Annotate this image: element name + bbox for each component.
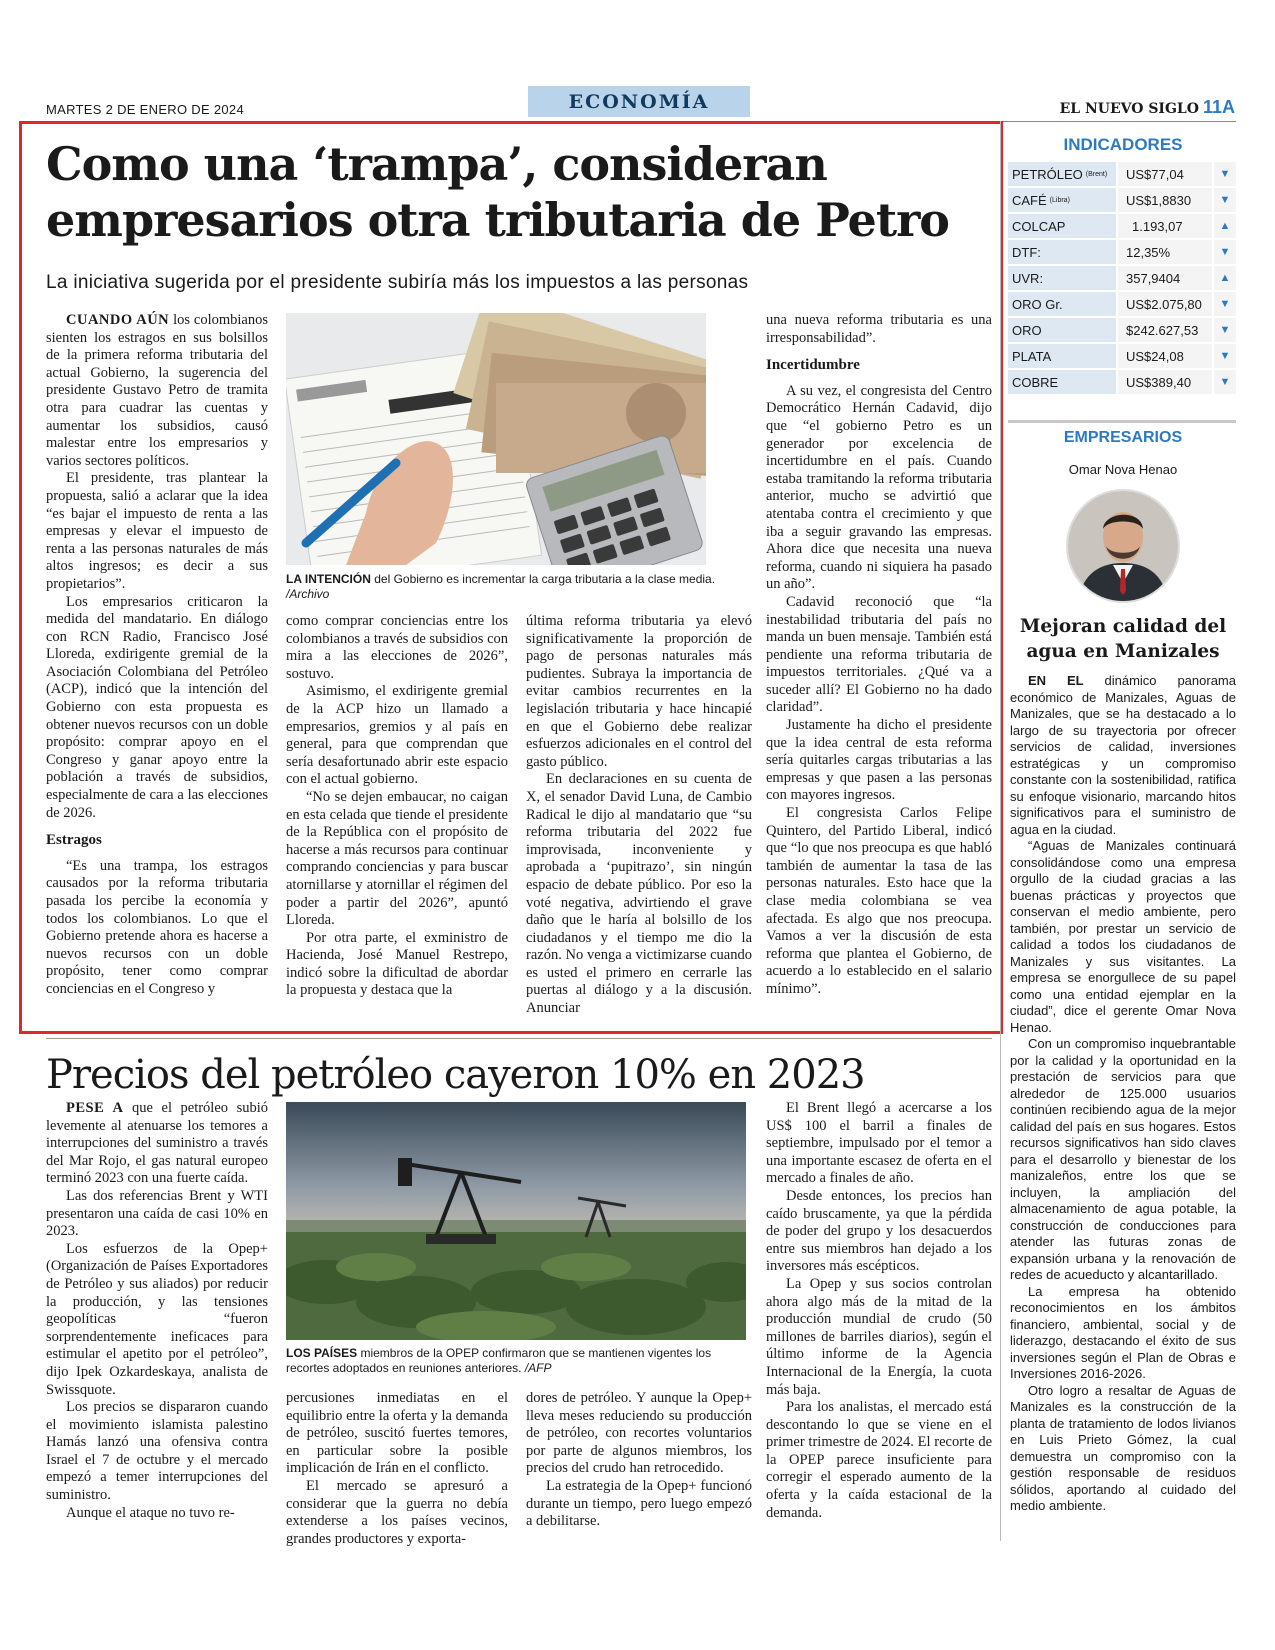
indicator-row	[1008, 240, 1236, 264]
article1-para: El presidente, tras plantear la propuesta, salió a aclarar que la idea “es bajar el impuesto de renta a las empresas y elevar el impuesto de renta a las personas naturales de más altos ingresos; es decir a sus propietarios”.	[46, 470, 268, 592]
indicator-name	[1008, 240, 1116, 264]
article1-para: En declaraciones en su cuenta de X, el senador David Luna, de Cambio Radical le dijo al mandatario que “su reforma tributaria del 2022 fue improvisada, inconveniente y aprobada a ‘pupitrazo’, sin ningún espacio de debate público. Por eso la voté negativa, advirtiendo el grave daño que le haría al bolsillo de los ciudadanos y el tiempo me dio la razón. No venga a victimizarse cuando es usted el primero en cerrarle las puertas al diálogo y a la discusión. Anunciar	[526, 771, 752, 1017]
indicator-value: $242.627,53	[1118, 318, 1212, 342]
article1-photo	[286, 313, 706, 565]
article1-column-1	[46, 312, 268, 999]
indicator-row	[1008, 214, 1236, 238]
article1-title-line2: empresarios otra tributaria de Petro	[46, 193, 949, 247]
brand-name: EL NUEVO SIGLO	[1059, 101, 1199, 117]
article1-column-3	[526, 613, 752, 1018]
triangle-down-icon: ▼	[1214, 344, 1236, 368]
empresarios-title: EMPRESARIOS	[1063, 429, 1183, 446]
caption-credit: /Archivo	[286, 587, 330, 601]
header-rule	[46, 121, 1236, 122]
empresarios-headline	[1010, 614, 1236, 664]
empresarios-para: Otro logro a resaltar de Aguas de Manizales es la construcción de la planta de tratamiento de lodos livianos en Luis Prieto Gómez, la cual demuestra un compromiso con la gestión responsable de residuos sólidos, aportando al cuidado del medio ambiente.	[1010, 1382, 1236, 1513]
article2-photo-caption	[286, 1346, 746, 1376]
article2-column-2	[286, 1390, 508, 1548]
article2-column-4	[766, 1100, 992, 1522]
empresarios-para-text: dinámico panorama económico de Manizales, Aguas de Manizales, que se ha destacado a lo largo de su trayectoria por ofrecer servicios de calidad, inversiones estratégicas y un compromiso constante con la sostenibilidad, ratifica su enfoque visionario, marcando hitos significativos para el suministro de agua en la ciudad.	[1010, 673, 1236, 837]
article1-photo-caption	[286, 572, 716, 602]
article2-column-3	[526, 1390, 752, 1531]
indicator-row	[1008, 188, 1236, 212]
article1-column-2	[286, 613, 508, 1000]
author-avatar	[1066, 489, 1180, 603]
article2-para: Los precios se dispararon cuando el movimiento islamista palestino Hamás lanzó una ofensiva contra Israel el 7 de octubre y el mercado empezó a temer interrupciones del suministro.	[46, 1399, 268, 1504]
article2-para: Los esfuerzos de la Opep+ (Organización de Países Exportadores de Petróleo y sus aliados) por reducir la producción, y las tensiones geopolíticas “fueron sorprendentemente ineficaces para estimular el apetito por el petróleo”, dijo Ipek Ozkardeskaya, analista de Swissquote.	[46, 1240, 268, 1398]
triangle-down-icon: ▼	[1214, 240, 1236, 264]
article1-para: Asimismo, el exdirigente gremial de la ACP hizo un llamado a empresarios, gremios y al país en general, para que comprendan que sería desafortunado abrir este espacio con el actual gobierno.	[286, 683, 508, 788]
indicator-name	[1008, 214, 1116, 238]
indicator-name-text: UVR:	[1012, 270, 1044, 286]
article2-column-1	[46, 1100, 268, 1522]
indicator-value: 357,9404	[1118, 266, 1212, 290]
indicator-name	[1008, 318, 1116, 342]
indicator-name	[1008, 370, 1116, 394]
article1-para: Justamente ha dicho el presidente que la idea central de esta reforma sería quitarles cargas tributarias a las empresas y que pasen a las personas con mayores ingresos.	[766, 717, 992, 804]
article2-para: El Brent llegó a acercarse a los US$ 100 el barril a finales de septiembre, impulsado por el temor a una importante escasez de oferta en el mercado a finales de año.	[766, 1100, 992, 1187]
article2-photo	[286, 1102, 746, 1340]
empresarios-lead-kicker: EN EL	[1028, 673, 1084, 688]
sidebar-divider	[1000, 121, 1001, 1541]
article1-subtitle: La iniciativa sugerida por el presidente subiría más los impuestos a las personas	[46, 272, 749, 293]
triangle-down-icon: ▼	[1214, 292, 1236, 316]
article2-para: Las dos referencias Brent y WTI presentaron una caída de casi 10% en 2023.	[46, 1187, 268, 1240]
article1-title-line1: Como una ‘trampa’, consideran	[46, 137, 827, 191]
indicator-name	[1008, 188, 1116, 212]
empresarios-body	[1010, 673, 1236, 1515]
indicators-title: INDICADORES	[1063, 135, 1183, 154]
caption-kicker: LA INTENCIÓN	[286, 572, 371, 586]
article2-para: dores de petróleo. Y aunque la Opep+ lleva meses reduciendo su producción de petróleo, con recortes voluntarios por parte de algunos miembros, los precios del crudo han retrocedido.	[526, 1390, 752, 1477]
indicator-value: US$77,04	[1118, 162, 1212, 186]
indicator-name-text: CAFÉ	[1012, 192, 1047, 208]
article1-para	[46, 312, 268, 470]
article-divider	[46, 1038, 992, 1039]
indicator-row	[1008, 344, 1236, 368]
article2-lead-kicker: PESE A	[66, 1100, 124, 1116]
indicator-name-text: PETRÓLEO	[1012, 166, 1083, 182]
article2-para: Para los analistas, el mercado está descontando lo que se viene en el primer trimestre de 2024. El recorte de la OPEP parece insuficiente para corregir el esperado aumento de la oferta y la caída estacional de la demanda.	[766, 1399, 992, 1521]
triangle-down-icon: ▼	[1214, 318, 1236, 342]
indicator-name	[1008, 162, 1116, 186]
article2-title: Precios del petróleo cayeron 10% en 2023	[46, 1052, 865, 1098]
indicator-value: US$2.075,80	[1118, 292, 1212, 316]
edition-date: MARTES 2 DE ENERO DE 2024	[46, 102, 244, 117]
indicator-note: (Brent)	[1085, 170, 1108, 178]
triangle-down-icon: ▼	[1214, 188, 1236, 212]
newspaper-brand	[1060, 97, 1235, 118]
indicator-name	[1008, 266, 1116, 290]
empresarios-headline-line1: Mejoran calidad del	[1019, 616, 1227, 637]
indicator-name-text: ORO Gr.	[1012, 296, 1063, 312]
article1-para: El congresista Carlos Felipe Quintero, del Partido Liberal, indicó que “lo que nos preocupa es que habló también de aumentar la tasa de las personas naturales. Esto hace que la clase media colombiana se vea afectada. Es algo que nos preocupa. Vamos a ver la discusión de esta reforma que plantea el Gobierno, de acuerdo a lo establecido en el salario mínimo”.	[766, 805, 992, 997]
page-number: 11A	[1202, 97, 1235, 117]
article2-para-text: que el petróleo subió levemente al atenuarse los temores a interrupciones del suministro a través del Mar Rojo, el gas natural europeo terminó 2023 con una fuerte caída.	[46, 1100, 268, 1187]
article1-para: A su vez, el congresista del Centro Democrático Hernán Cadavid, dijo que “el gobierno Petro es un generador por excelencia de incertidumbre en el país. Cuando estaba tramitando la reforma tributaria anterior, mucho se advirtió que atentaba contra el crecimiento y que iba a seguir gravando las empresas. Ahora dice que necesita una nueva reforma, cuando ni siquiera ha pasado un año”.	[766, 382, 992, 593]
indicator-value: US$24,08	[1118, 344, 1212, 368]
oil-pumpjacks-field-illustration	[286, 1102, 746, 1340]
article2-para: La Opep y sus socios controlan ahora algo más de la mitad de la producción mundial de crudo (50 millones de barriles diarios), según el último informe de la Agencia Internacional de la Energía, la cuota más baja.	[766, 1275, 992, 1398]
indicator-name-text: DTF:	[1012, 244, 1041, 260]
triangle-down-icon: ▼	[1214, 162, 1236, 186]
caption-kicker: LOS PAÍSES	[286, 1346, 358, 1360]
article1-column-4	[766, 312, 992, 999]
article1-subheading-incertidumbre: Incertidumbre	[766, 357, 860, 374]
triangle-up-icon: ▲	[1214, 214, 1236, 238]
empresarios-author: Omar Nova Henao	[1068, 462, 1178, 477]
empresarios-para: Con un compromiso inquebrantable por la calidad y la oportunidad en la prestación de servicios para que alrededor de 125.000 usuarios continúen recibiendo agua de la mejor calidad del país en sus hogares. Estos recursos significativos han sido claves para el desarrollo y bienestar de los manizaleños, entre los que se incluyen, la ampliación del almacenamiento de agua potable, la construcción de conducciones para atender las futuras zonas de expansión urbana y la renovación de redes de acueducto y alcantarillado.	[1010, 1036, 1236, 1282]
article2-para: Aunque el ataque no tuvo re-	[66, 1504, 235, 1521]
article1-para: Los empresarios criticaron la medida del mandatario. En diálogo con RCN Radio, Francisco José Lloreda, exdirigente gremial de la Asociación Colombiana del Petróleo (ACP), indicó que la intención del Gobierno con esta propuesta es obtener nuevos recursos con un doble propósito: comprar apoyo en el Congreso y ganar apoyo entre la población a través de subsidios, especialmente de cara a las elecciones de 2026.	[46, 593, 268, 821]
triangle-down-icon: ▼	[1214, 370, 1236, 394]
caption-text: miembros de la OPEP confirmaron que se mantienen vigentes los recortes adoptados en reuniones anteriores.	[286, 1346, 712, 1375]
article1-title	[46, 136, 966, 248]
portrait-illustration	[1068, 491, 1178, 601]
indicator-name-text: PLATA	[1012, 348, 1052, 364]
indicator-name-text: COBRE	[1012, 374, 1059, 390]
article1-lead-kicker: CUANDO AÚN	[66, 312, 170, 328]
empresarios-headline-line2: agua en Manizales	[1026, 641, 1220, 662]
article2-para: Desde entonces, los precios han caído bruscamente, ya que la pérdida de poder del grupo y los desacuerdos entre sus miembros han dejado a los inversores más escépticos.	[766, 1187, 992, 1275]
indicator-row	[1008, 318, 1236, 342]
triangle-up-icon: ▲	[1214, 266, 1236, 290]
caption-text: del Gobierno es incrementar la carga tributaria a la clase media.	[370, 572, 716, 586]
indicator-row	[1008, 292, 1236, 316]
indicator-value: US$1,8830	[1118, 188, 1212, 212]
article1-para: “No se dejen embaucar, no caigan en esta celada que tiende el presidente de la República con el propósito de hacerse a más recursos para continuar comprando conciencias y para buscar atornillarse y atornillar el régimen del poder a partir del 2026”, apuntó Lloreda.	[286, 788, 508, 929]
article1-para: Por otra parte, el exministro de Hacienda, José Manuel Restrepo, indicó sobre la dificultad de abordar la propuesta y destaca que la	[286, 929, 508, 999]
article2-para	[46, 1100, 268, 1188]
empresarios-para	[1010, 673, 1236, 838]
article1-para: como comprar conciencias entre los colombianos a través de subsidios con mira a las elecciones de 2026”, sostuvo.	[286, 613, 508, 682]
section-label: ECONOMÍA	[528, 86, 750, 117]
article1-para: última reforma tributaria ya elevó significativamente la proporción de pago de personas naturales más pudientes. Subraya la importancia de evitar cambios recurrentes en la legislación tributaria y hace hincapié en que el Gobierno debe realizar esfuerzos adicionales en el control del gasto público.	[526, 613, 752, 770]
article1-subheading-estragos: Estragos	[46, 832, 102, 849]
indicators-rule	[1008, 420, 1236, 423]
empresarios-para: La empresa ha obtenido reconocimientos en los ámbitos financiero, ambiental, social y de liderazgo, destacando el éxito de sus inversiones según el Plan de Obras e Inversiones 2016-2026.	[1010, 1283, 1236, 1381]
article2-para: percusiones inmediatas en el equilibrio entre la oferta y la demanda de petróleo, suscitó fuertes temores, en particular sobre la posible implicación de Irán en el conflicto.	[286, 1390, 508, 1477]
indicator-row	[1008, 266, 1236, 290]
article2-para: El mercado se apresuró a considerar que la guerra no debía extenderse a los países vecinos, grandes productores y exporta-	[286, 1477, 508, 1547]
indicator-row	[1008, 370, 1236, 394]
article1-para: Cadavid reconoció que “la inestabilidad tributaria del país no manda un buen mensaje. También está pendiente una reforma tributaria de impuestos territoriales. ¿Qué va a suceder allí? El Gobierno no ha dado claridad”.	[766, 593, 992, 716]
indicator-note: (Libra)	[1049, 196, 1070, 204]
indicator-value: 12,35%	[1118, 240, 1212, 264]
article1-para: “Es una trampa, los estragos causados por la reforma tributaria pasada los percibe la economía y todos los colombianos. Lo que el Gobierno pretende ahora es hacerse a nuevos recursos con un doble propósito, tener como comprar conciencias en el Congreso y	[46, 857, 268, 997]
indicator-name	[1008, 344, 1116, 368]
indicator-value: 1.193,07	[1118, 214, 1212, 238]
caption-credit: /AFP	[521, 1361, 552, 1375]
empresarios-para: “Aguas de Manizales continuará consolidándose como una empresa orgullo de la ciudad gracias a las buenas prácticas y proyectos que conservan el medio ambiente, pero también, por prestar un servicio de calidad a todos los ciudadanos de Manizales y sus visitantes. La empresa se enorgullece de su papel como una entidad ejemplar en la ciudad”, dice el gerente Omar Nova Henao.	[1010, 838, 1236, 1035]
indicator-value: US$389,40	[1118, 370, 1212, 394]
indicator-row	[1008, 162, 1236, 186]
indicator-name	[1008, 292, 1116, 316]
article1-para-text: los colombianos sienten los estragos en sus bolsillos de la primera reforma tributaria del actual Gobierno, la sugerencia del presidente Gustavo Petro de tramita otra para cuadrar las cuentas y aumentar los subsidios, causó malestar entre los empresarios y varios sectores políticos.	[46, 312, 268, 469]
indicator-name-text: ORO	[1012, 322, 1042, 338]
article2-para: La estrategia de la Opep+ funcionó durante un tiempo, pero luego empezó a debilitarse.	[526, 1477, 752, 1530]
indicator-name-text: COLCAP	[1012, 218, 1066, 234]
tax-form-money-calculator-illustration	[286, 313, 706, 565]
article1-para: una nueva reforma tributaria es una irresponsabilidad”.	[766, 312, 992, 346]
indicators-table	[1008, 162, 1236, 396]
